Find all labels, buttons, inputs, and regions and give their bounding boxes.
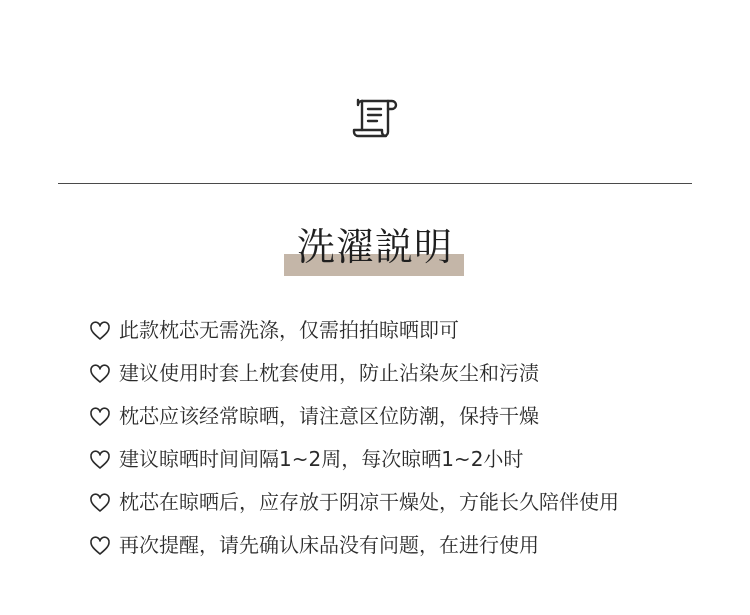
section-divider [58, 183, 692, 184]
list-item [89, 524, 619, 567]
page-title: 洗濯説明 [296, 225, 453, 269]
list-item [89, 395, 619, 438]
list-item [89, 352, 619, 395]
list-item [89, 481, 619, 524]
heart-outline-icon [89, 364, 111, 384]
instruction-text: 建议使用时套上枕套使用，防止沾染灰尘和污渍 [119, 361, 539, 385]
heart-outline-icon [89, 407, 111, 427]
list-item [89, 438, 619, 481]
heart-outline-icon [89, 450, 111, 470]
instruction-text: 再次提醒，请先确认床品没有问题，在进行使用 [119, 533, 539, 557]
heart-outline-icon [89, 536, 111, 556]
instruction-text: 此款枕芯无需洗涤，仅需拍拍晾晒即可 [119, 318, 459, 342]
instruction-text: 枕芯应该经常晾晒，请注意区位防潮，保持干燥 [119, 404, 539, 428]
scroll-icon [352, 96, 398, 140]
list-item [89, 309, 619, 352]
heart-outline-icon [89, 321, 111, 341]
instruction-text: 枕芯在晾晒后，应存放于阴凉干燥处，方能长久陪伴使用 [119, 490, 619, 514]
heart-outline-icon [89, 493, 111, 513]
care-instructions-list [89, 309, 619, 567]
title-block [0, 222, 750, 282]
instruction-text: 建议晾晒时间间隔1~2周，每次晾晒1~2小时 [119, 447, 524, 471]
